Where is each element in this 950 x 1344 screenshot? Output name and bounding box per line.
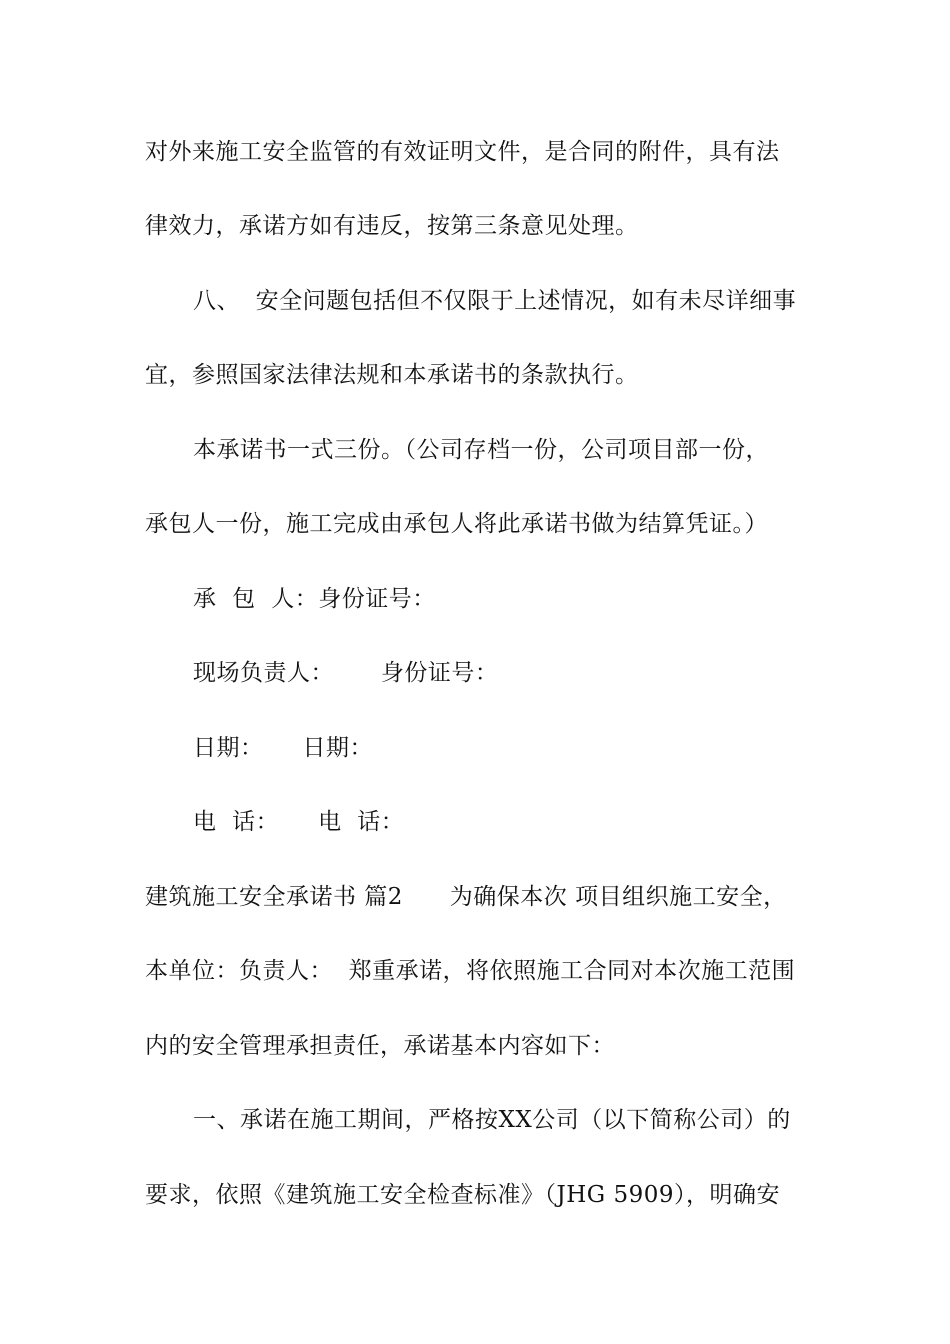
paragraph-line: 承包人一份，施工完成由承包人将此承诺书做为结算凭证。） [145, 511, 768, 537]
paragraph-line: 本承诺书一式三份。（公司存档一份，公司项目部一份， [193, 437, 769, 463]
section-heading-line: 建筑施工安全承诺书 篇2 为确保本次 项目组织施工安全， [145, 884, 787, 910]
paragraph-line: 内的安全管理承担责任，承诺基本内容如下： [145, 1033, 615, 1059]
paragraph-line: 本单位：负责人： 郑重承诺，将依照施工合同对本次施工范围 [145, 958, 796, 984]
signature-date-line: 日期： 日期： [193, 735, 374, 761]
signature-contractor-line: 承 包 人：身份证号： [193, 586, 436, 612]
paragraph-line: 八、 安全问题包括但不仅限于上述情况，如有未尽详细事 [193, 288, 797, 314]
signature-site-manager-line: 现场负责人： 身份证号： [193, 660, 499, 686]
paragraph-line: 律效力，承诺方如有违反，按第三条意见处理。 [145, 213, 639, 239]
signature-phone-line: 电 话： 电 话： [193, 809, 405, 835]
paragraph-line: 一、承诺在施工期间，严格按XX公司（以下简称公司）的 [193, 1107, 791, 1133]
paragraph-line: 宜，参照国家法律法规和本承诺书的条款执行。 [145, 362, 639, 388]
paragraph-line: 要求，依照《建筑施工安全检查标准》（JHG 5909），明确安 [145, 1182, 780, 1208]
paragraph-line: 对外来施工安全监管的有效证明文件，是合同的附件，具有法 [145, 139, 780, 165]
